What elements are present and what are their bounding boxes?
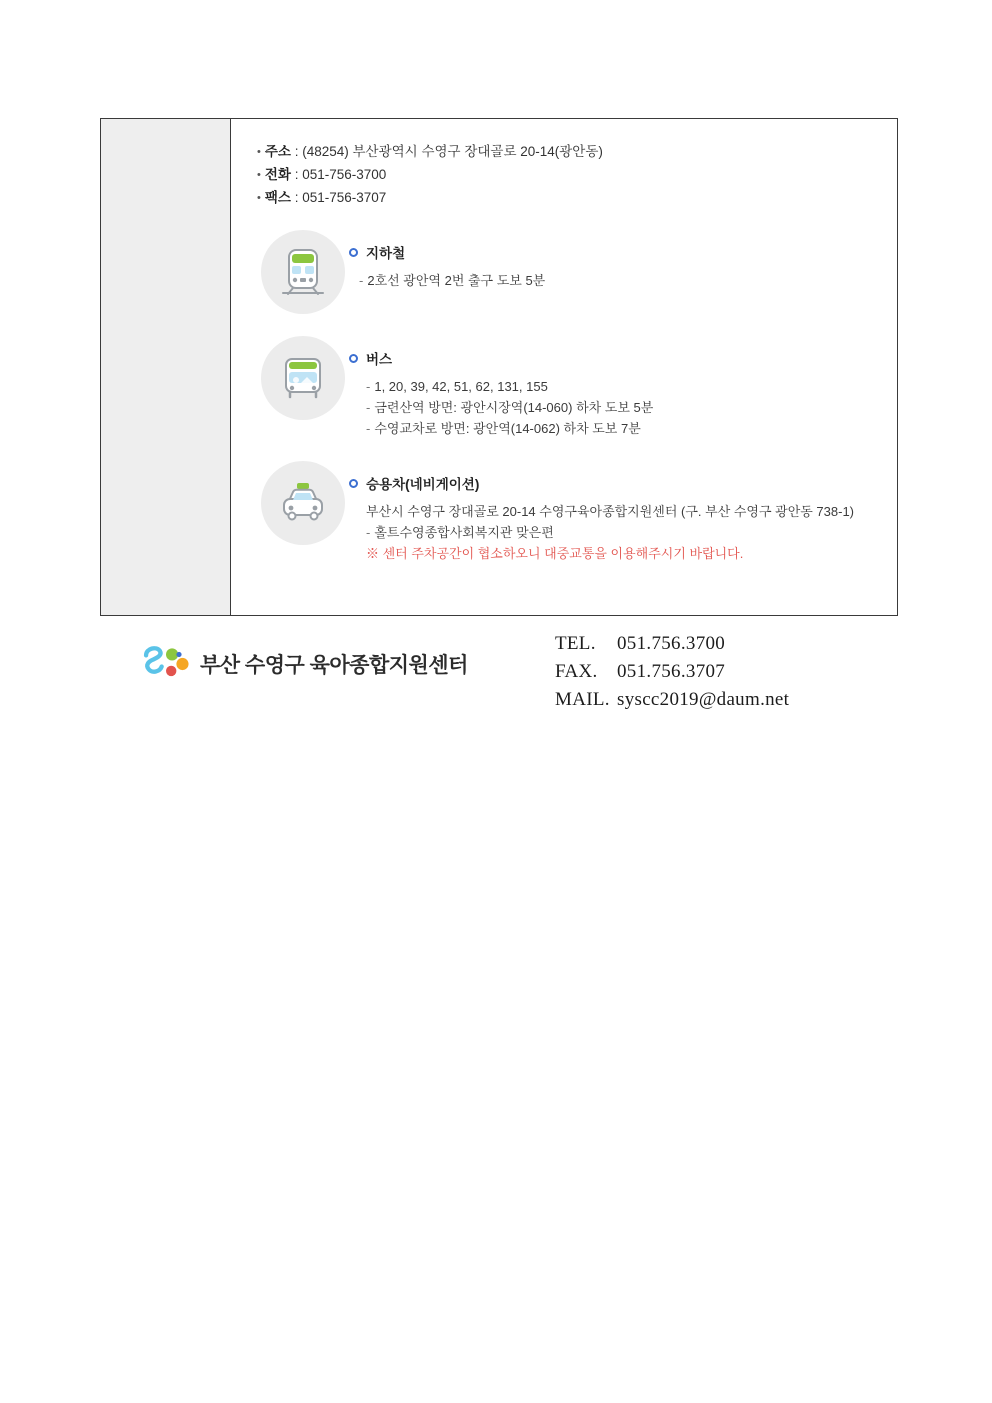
car-detail-list [366, 501, 881, 564]
contact-address-label: 주소 [264, 144, 291, 159]
transport-section [257, 228, 881, 564]
footer-tel-row [555, 630, 789, 658]
bus-body [349, 334, 881, 439]
car-icon-wrapper [257, 459, 349, 545]
contact-address-value: (48254) 부산광역시 수영구 장대골로 20-14(광안동) [302, 144, 603, 159]
list-item [366, 397, 881, 418]
footer-logo-block [140, 644, 468, 684]
footer-mail-row [555, 686, 789, 714]
contact-fax-label: 팩스 [264, 190, 291, 205]
ring-bullet-icon [349, 354, 358, 363]
bullet-dot-icon: • [257, 192, 261, 204]
footer-tel-value: 051.756.3700 [617, 633, 726, 654]
car-address-text: 부산시 수영구 장대골로 20-14 수영구육아종합지원센터 (구. 부산 수영구 광안동 738-1) [366, 504, 855, 519]
dash-icon: - [366, 400, 371, 415]
dash-icon: - [359, 273, 364, 288]
footer-contact-block [555, 630, 789, 714]
bus-detail-text: 수영교차로 방면: 광안역(14-062) 하차 도보 7분 [374, 421, 641, 436]
contact-fax: • 팩스 : 051-756-3707 [257, 190, 387, 205]
contact-list [257, 141, 881, 210]
footer-mail-label: MAIL. [555, 689, 610, 710]
subway-detail-list [359, 270, 881, 291]
footer [100, 630, 898, 720]
bus-heading [349, 348, 881, 368]
car-heading [349, 473, 881, 493]
bullet-dot-icon: • [257, 146, 261, 158]
car-title: 승용차(네비게이션) [366, 477, 480, 492]
parking-warning-text: ※ 센터 주차공간이 협소하오니 대중교통을 이용해주시기 바랍니다. [366, 546, 744, 561]
panel-left-gray-column [101, 119, 231, 615]
subway-detail-text: 2호선 광안역 2번 출구 도보 5분 [367, 273, 546, 288]
panel-content-column [231, 119, 897, 615]
list-item [366, 522, 881, 543]
center-logo-icon [140, 644, 192, 684]
ring-bullet-icon [349, 248, 358, 257]
bullet-dot-icon: • [257, 169, 261, 181]
contact-address: • 주소 : (48254) 부산광역시 수영구 장대골로 20-14(광안동) [257, 144, 603, 159]
bus-title: 버스 [366, 352, 393, 367]
footer-mail-value: syscc2019@daum.net [617, 689, 790, 710]
list-item [366, 418, 881, 439]
location-info-panel [100, 118, 898, 616]
footer-fax-row [555, 658, 789, 686]
subway-heading [349, 242, 881, 262]
dash-icon: - [366, 379, 371, 394]
bus-icon-circle [261, 336, 345, 420]
footer-fax-label: FAX. [555, 661, 598, 682]
bus-detail-text: 1, 20, 39, 42, 51, 62, 131, 155 [374, 379, 548, 394]
car-icon-circle [261, 461, 345, 545]
list-item [359, 270, 881, 291]
footer-tel-label: TEL. [555, 633, 596, 654]
contact-phone: • 전화 : 051-756-3700 [257, 167, 387, 182]
subway-icon-wrapper [257, 228, 349, 314]
car-detail-text: 홀트수영종합사회복지관 맞은편 [374, 525, 554, 540]
bus-icon [279, 354, 327, 402]
bus-detail-text: 금련산역 방면: 광안시장역(14-060) 하차 도보 5분 [374, 400, 654, 415]
contact-phone-value: 051-756-3700 [302, 167, 387, 182]
dash-icon: - [366, 421, 371, 436]
bus-icon-wrapper [257, 334, 349, 420]
contact-phone-label: 전화 [264, 167, 291, 182]
list-item [366, 376, 881, 397]
ring-bullet-icon [349, 479, 358, 488]
transport-item-car [257, 459, 881, 564]
footer-fax-value: 051.756.3707 [617, 661, 726, 682]
bus-detail-list [366, 376, 881, 439]
subway-body [349, 228, 881, 291]
car-icon [277, 481, 329, 525]
transport-item-bus [257, 334, 881, 439]
transport-item-subway [257, 228, 881, 314]
dash-icon: - [366, 525, 371, 540]
subway-title: 지하철 [366, 246, 406, 261]
contact-fax-value: 051-756-3707 [302, 190, 387, 205]
subway-icon [280, 247, 326, 297]
subway-icon-circle [261, 230, 345, 314]
footer-logo-text: 부산 수영구 육아종합지원센터 [200, 654, 468, 677]
car-body [349, 459, 881, 564]
